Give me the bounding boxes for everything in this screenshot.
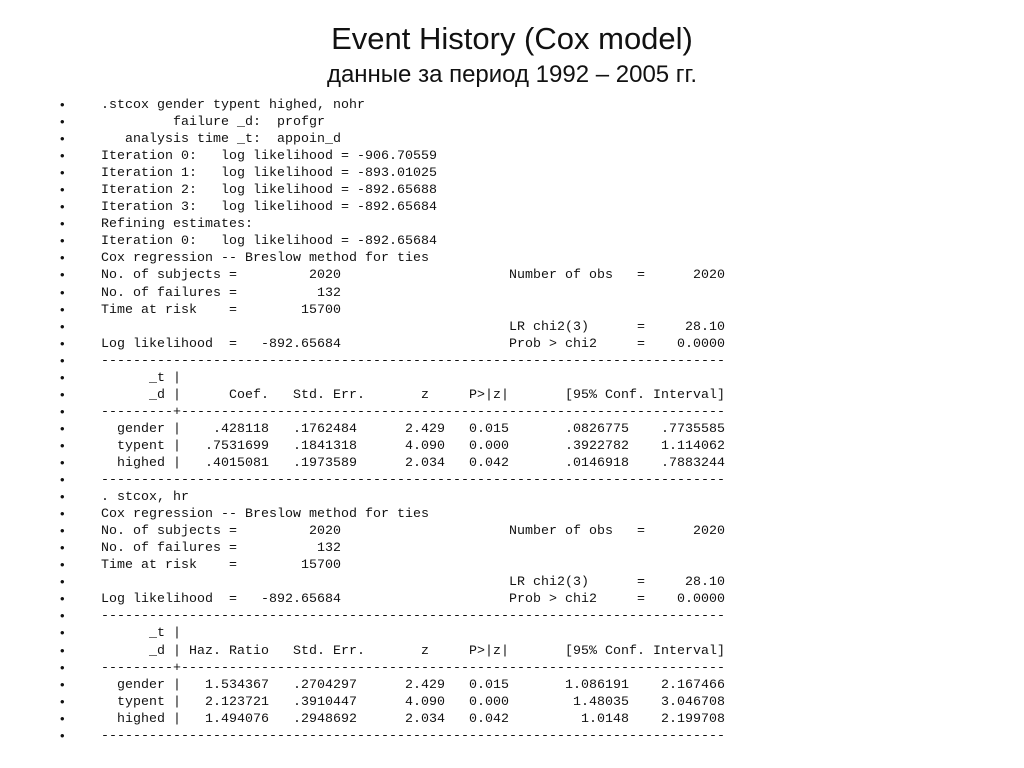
- bullet-icon: •: [60, 506, 65, 522]
- output-line-text: failure _d: profgr: [101, 114, 325, 130]
- bullet-icon: •: [60, 420, 65, 436]
- output-line-text: _d | Coef. Std. Err. z P>|z| [95% Conf. Interval]: [101, 386, 725, 402]
- bullet-icon: •: [60, 659, 65, 675]
- output-line-text: No. of subjects = 2020 Number of obs = 2020: [101, 523, 725, 539]
- bullet-icon: •: [60, 352, 65, 368]
- output-line-text: LR chi2(3) = 28.10: [101, 574, 725, 590]
- output-line-text: No. of subjects = 2020 Number of obs = 2020: [101, 267, 725, 283]
- slide-subtitle: данные за период 1992 – 2005 гг.: [326, 61, 698, 88]
- bullet-icon: •: [60, 557, 65, 573]
- output-line-text: typent | .7531699 .1841318 4.090 0.000 .3922782 1.114062: [101, 437, 725, 453]
- bullet-icon: •: [60, 472, 65, 488]
- bullet-icon: •: [60, 727, 65, 743]
- output-line-text: Time at risk = 15700: [101, 301, 341, 317]
- slide-title: Event History (Cox model): [331, 21, 693, 56]
- bullet-icon: •: [60, 625, 65, 641]
- output-line-text: .stcox gender typent highed, nohr: [101, 97, 365, 112]
- output-line-text: . stcox, hr: [101, 489, 189, 505]
- output-line-text: ---------+--------------------------------------------------------------------: [101, 659, 725, 675]
- output-line-text: ------------------------------------------------------------------------------: [101, 352, 725, 368]
- bullet-icon: •: [60, 710, 65, 726]
- bullet-icon: •: [60, 301, 65, 317]
- output-line-text: typent | 2.123721 .3910447 4.090 0.000 1.48035 3.046708: [101, 693, 725, 709]
- bullet-icon: •: [60, 437, 65, 453]
- bullet-icon: •: [60, 693, 65, 709]
- output-line-text: _t |: [101, 625, 181, 641]
- output-line-text: Log likelihood = -892.65684 Prob > chi2 = 0.0000: [101, 591, 725, 607]
- output-line-text: highed | .4015081 .1973589 2.034 0.042 .0146918 .7883244: [101, 454, 725, 470]
- bullet-icon: •: [60, 114, 65, 130]
- output-line-text: Iteration 0: log likelihood = -906.70559: [101, 148, 437, 164]
- bullet-icon: •: [60, 97, 65, 112]
- output-line-text: Time at risk = 15700: [101, 557, 341, 573]
- bullet-icon: •: [60, 250, 65, 266]
- bullet-icon: •: [60, 642, 65, 658]
- output-line-text: ------------------------------------------------------------------------------: [101, 608, 725, 624]
- bullet-icon: •: [60, 131, 65, 147]
- output-line-text: gender | 1.534367 .2704297 2.429 0.015 1.086191 2.167466: [101, 676, 725, 692]
- output-line-text: ------------------------------------------------------------------------------: [101, 472, 725, 488]
- output-line-text: Cox regression -- Breslow method for ties: [101, 506, 429, 522]
- output-line-text: No. of failures = 132: [101, 284, 341, 300]
- bullet-icon: •: [60, 284, 65, 300]
- output-line-text: Refining estimates:: [101, 216, 253, 232]
- output-line-text: highed | 1.494076 .2948692 2.034 0.042 1.0148 2.199708: [101, 710, 725, 726]
- output-line-text: ---------+--------------------------------------------------------------------: [101, 403, 725, 419]
- output-line-text: _d | Haz. Ratio Std. Err. z P>|z| [95% Conf. Interval]: [101, 642, 725, 658]
- output-line-text: No. of failures = 132: [101, 540, 341, 556]
- output-line-text: Iteration 0: log likelihood = -892.65684: [101, 233, 437, 249]
- bullet-icon: •: [60, 318, 65, 334]
- bullet-icon: •: [60, 540, 65, 556]
- bullet-icon: •: [60, 676, 65, 692]
- bullet-icon: •: [60, 165, 65, 181]
- output-line-text: LR chi2(3) = 28.10: [101, 318, 725, 334]
- output-line-text: gender | .428118 .1762484 2.429 0.015 .0826775 .7735585: [101, 420, 725, 436]
- output-line-text: Iteration 3: log likelihood = -892.65684: [101, 199, 437, 215]
- bullet-icon: •: [60, 403, 65, 419]
- output-line-text: analysis time _t: appoin_d: [101, 131, 341, 147]
- bullet-icon: •: [60, 335, 65, 351]
- output-line-text: Cox regression -- Breslow method for ties: [101, 250, 429, 266]
- bullet-icon: •: [60, 199, 65, 215]
- bullet-icon: •: [60, 216, 65, 232]
- bullet-icon: •: [60, 148, 65, 164]
- bullet-icon: •: [60, 182, 65, 198]
- bullet-icon: •: [60, 574, 65, 590]
- output-line-text: Iteration 1: log likelihood = -893.01025: [101, 165, 437, 181]
- bullet-icon: •: [60, 591, 65, 607]
- bullet-icon: •: [60, 489, 65, 505]
- output-line-text: Log likelihood = -892.65684 Prob > chi2 = 0.0000: [101, 335, 725, 351]
- bullet-icon: •: [60, 233, 65, 249]
- bullet-icon: •: [60, 523, 65, 539]
- output-line-text: Iteration 2: log likelihood = -892.65688: [101, 182, 437, 198]
- output-line-text: _t |: [101, 369, 181, 385]
- bullet-icon: •: [60, 369, 65, 385]
- bullet-icon: •: [60, 454, 65, 470]
- bullet-icon: •: [60, 386, 65, 402]
- bullet-icon: •: [60, 267, 65, 283]
- output-line-text: ------------------------------------------------------------------------------: [101, 727, 725, 743]
- bullet-icon: •: [60, 608, 65, 624]
